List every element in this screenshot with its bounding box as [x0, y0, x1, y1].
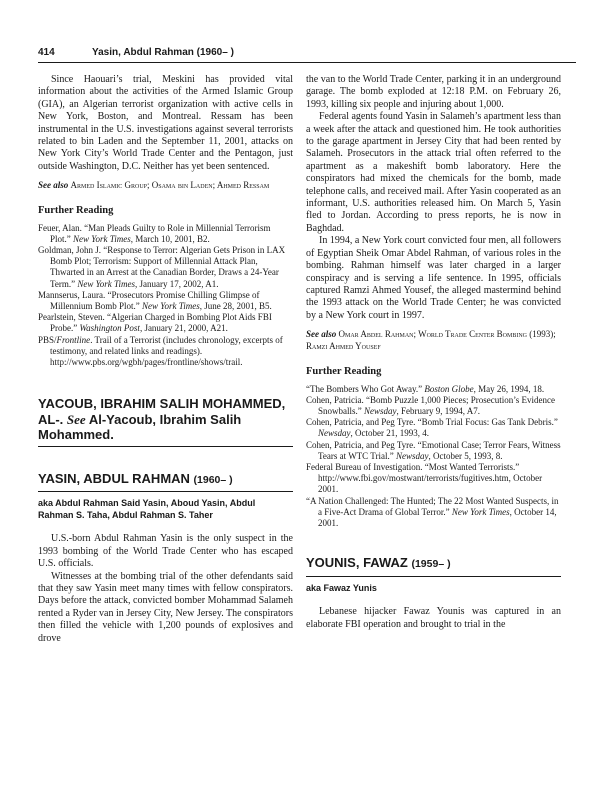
body-paragraph: Federal agents found Yasin in Salameh’s apartment less than a week after the attack and questioned him. He took authorities to the garage apartment in Jersey City that had been rented by Salameh. Prosecutors in the attack trial often referred to the apartment as a makeshift bomb laboratory. Here the conspirators had mixed the chemicals for the bomb, made telephone calls, and received mail. After Yasin cooperated as an informant, U.S. authorities released him. On March 5, Yasin fled to Jordan. According to press reports, he is now in Baghdad. — [306, 111, 561, 234]
intro-paragraph: Since Haouari’s trial, Meskini has provided vital information about the activities of the Armed Islamic Group (GIA), an Algerian terrorist organization with active cells in New York, Boston, and Montreal. Ressam has been instrumental in the U.S. investigations against several terrorists related to bin Laden and the September 11, 2001, attacks on New York City’s World Trade Center and the Pentagon, just outside Washington, D.C. Neither has yet been sentenced. — [38, 74, 293, 172]
left-column — [38, 74, 293, 645]
entry-title-yacoub: YACOUB, IBRAHIM SALIH MOHAMMED, AL-. See Al-Yacoub, Ibrahim Salih Mohammed. — [38, 396, 286, 443]
reference-item: Goldman, John J. “Response to Terror: Algerian Gets Prison in LAX Bomb Plot; Terrorism: Support of Millennial Attack Plan, Thwarted in an Arrest at the Canadian Border, Draws a 24-Year Term.” New York Times, January 17, 2002, A1. — [38, 245, 286, 289]
body-paragraph: In 1994, a New York court convicted four men, all followers of Egyptian Sheik Omar Abdel Rahman, of various roles in the bombing. Rahman himself was later charged in a larger conspiracy and is serving a life sentence. In 1995, officials captured Ramzi Ahmed Yousef, the alleged mastermind behind the 1993 attack on the World Trade Center; he was convicted by a New York court in 1997. — [306, 235, 561, 321]
cross-reference: Al-Yacoub, Ibrahim Salih Mohammed. — [38, 411, 242, 443]
reference-item: Cohen, Patricia. “Bomb Puzzle 1,000 Pieces; Prosecution’s Evidence Snowballs.” Newsday, February 9, 1994, A7. — [306, 394, 555, 416]
reference-list — [306, 384, 561, 530]
aka-younis: aka Fawaz Yunis — [306, 582, 377, 593]
body-paragraph: U.S.-born Abdul Rahman Yasin is the only suspect in the 1993 bombing of the World Trade Center who has escaped U.S. officials. — [38, 533, 293, 570]
page-header — [38, 47, 576, 61]
entry-title-younis: YOUNIS, FAWAZ (1959– ) — [306, 555, 451, 571]
body-paragraph: the van to the World Trade Center, parking it in an underground garage. The bomb exploded at 12:18 P.M. on February 26, 1993, killing six people and injuring about 1,000. — [306, 74, 561, 110]
running-head: Yasin, Abdul Rahman (1960– ) — [92, 47, 234, 58]
see-also-refs: Armed Islamic Group; Osama bin Laden; Ahmed Ressam — [70, 180, 270, 191]
header-rule — [38, 62, 576, 63]
reference-item: Cohen, Patricia, and Peg Tyre. “Emotional Case; Terror Fears, Witness Tears at WTC Trial.” Newsday, October 5, 1993, 8. — [306, 439, 561, 461]
further-reading-heading: Further Reading — [306, 366, 382, 378]
reference-item: Mannserus, Laura. “Prosecutors Promise Chilling Glimpse of Millennium Bomb Plot.” New York Times, June 28, 2001, B5. — [38, 289, 272, 312]
body-paragraph: Lebanese hijacker Fawaz Younis was captured in an elaborate FBI operation and brought to trial in the — [306, 606, 561, 630]
see-also-refs: Omar Abdel Rahman; World Trade Center Bombing (1993); Ramzi Ahmed Yousef — [306, 329, 556, 352]
further-reading-heading: Further Reading — [38, 205, 114, 217]
reference-item: Cohen, Patricia, and Peg Tyre. “Bomb Trial Focus: Gas Tank Debris.” Newsday, October 21, 1993, 4. — [306, 417, 558, 439]
reference-item: Feuer, Alan. “Man Pleads Guilty to Role in Millennial Terrorism Plot.” New York Times, March 10, 2001, B2. — [38, 222, 271, 244]
see-also-label: See also — [38, 180, 69, 191]
entry-rule — [38, 491, 293, 492]
reference-item: “A Nation Challenged: The Hunted; The 22 Most Wanted Suspects, in a Five-Act Drama of Global Terror.” New York Times, October 14, 2001. — [306, 495, 559, 528]
aka-yasin: aka Abdul Rahman Said Yasin, Aboud Yasin, Abdul Rahman S. Taha, Abdul Rahman S. Taher — [38, 498, 256, 520]
see-also-right — [306, 328, 561, 352]
body-paragraph: Witnesses at the bombing trial of the other defendants said that they saw Yasin meet many times with fellow conspirators. Days before the attack, convicted bomber Mohammad Salameh rented a Ryder van in Jersey City, New Jersey. The conspirators then filled the vehicle with 1,200 pounds of explosives and drove — [38, 570, 293, 644]
reference-item: PBS/Frontline. Trail of a Terrorist (includes chronology, excerpts of testimony, and related links and readings). http://www.pbs.org/wgbh/pages/frontline/shows/trail. — [38, 334, 283, 368]
entry-rule — [306, 576, 561, 577]
page-number: 414 — [38, 47, 55, 58]
right-column — [306, 74, 561, 631]
see-also-left — [38, 179, 293, 191]
reference-item: Pearlstein, Steven. “Algerian Charged in Bombing Plot Aids FBI Probe.” Washington Post, January 21, 2000, A21. — [38, 312, 272, 334]
entry-rule — [38, 446, 293, 447]
reference-item: “The Bombers Who Got Away.” Boston Globe, May 26, 1994, 18. — [306, 383, 545, 394]
reference-list — [38, 223, 293, 369]
see-also-label: See also — [306, 329, 337, 340]
entry-title-yasin: YASIN, ABDUL RAHMAN (1960– ) — [38, 470, 233, 486]
reference-item: Federal Bureau of Investigation. “Most Wanted Terrorists.” http://www.fbi.gov/mostwant/terrorists/fugitives.htm, October 2001. — [306, 461, 543, 495]
